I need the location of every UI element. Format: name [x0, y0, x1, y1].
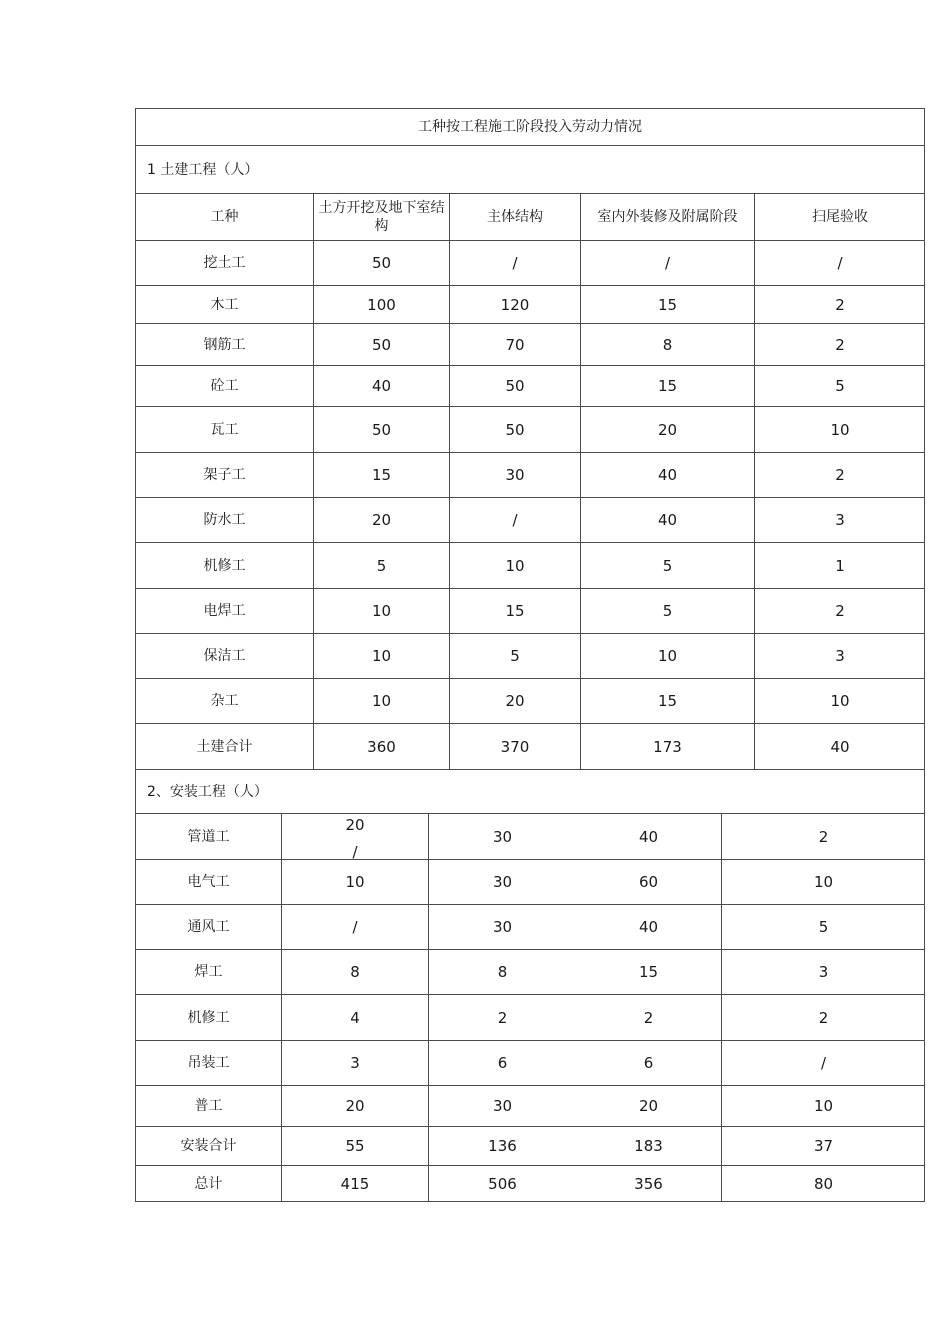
value-cell: 10 — [830, 692, 850, 710]
trade-name-cell: 木工 — [210, 296, 239, 313]
value-cell: / — [664, 254, 671, 272]
value-cell: 5 — [662, 602, 673, 620]
trade-name-cell: 电焊工 — [203, 603, 246, 619]
value-cell: 1 — [835, 556, 845, 575]
trade-name-cell: 保洁工 — [203, 648, 246, 664]
value-cell: 60 — [638, 873, 659, 891]
value-cell: 5 — [376, 556, 387, 575]
value-cell: 356 — [634, 1175, 663, 1193]
value-cell: 4 — [350, 1008, 360, 1027]
table-title: 工种按工程施工阶段投入劳动力情况 — [418, 119, 642, 135]
value-cell: 50 — [505, 420, 525, 439]
value-cell: 2 — [818, 1008, 829, 1027]
stray-mark: / — [352, 843, 358, 861]
value-cell: 10 — [657, 647, 678, 665]
value-cell: 10 — [371, 692, 392, 710]
value-cell: 40 — [638, 918, 659, 936]
header-cell: 扫尾验收 — [812, 209, 868, 225]
trade-name-cell: 管道工 — [187, 828, 230, 845]
value-cell: 15 — [371, 466, 392, 484]
value-cell: 5 — [818, 918, 829, 936]
trade-name-cell: 安装合计 — [180, 1138, 237, 1154]
value-cell: 3 — [835, 647, 845, 665]
value-cell: 30 — [492, 1097, 513, 1115]
value-cell: 10 — [813, 1097, 834, 1115]
value-cell: 40 — [638, 827, 659, 846]
value-cell: 10 — [813, 873, 834, 891]
trade-name-cell: 杂工 — [210, 693, 239, 709]
value-cell: 10 — [371, 602, 392, 620]
trade-name-cell: 总计 — [194, 1176, 223, 1192]
value-cell: 80 — [813, 1175, 834, 1193]
value-cell: 10 — [505, 556, 525, 575]
value-cell: 6 — [497, 1054, 508, 1072]
value-cell: 360 — [367, 737, 396, 756]
header-cell: 工种 — [210, 209, 239, 225]
value-cell: 120 — [500, 295, 530, 314]
value-cell: 136 — [488, 1137, 517, 1155]
trade-name-cell: 土建合计 — [196, 738, 253, 755]
value-cell: 40 — [657, 466, 678, 484]
value-cell: 2 — [835, 335, 845, 354]
value-cell: 40 — [371, 377, 392, 395]
trade-name-cell: 焊工 — [194, 964, 223, 980]
value-cell: / — [837, 254, 843, 272]
value-cell: 2 — [835, 295, 845, 314]
value-cell: 3 — [835, 511, 845, 529]
value-cell: 2 — [497, 1008, 508, 1027]
value-cell: 40 — [830, 737, 850, 756]
value-cell: 10 — [371, 647, 392, 665]
value-cell: 10 — [830, 420, 850, 439]
value-cell: 50 — [371, 420, 392, 439]
value-cell: 8 — [350, 963, 360, 981]
value-cell: 8 — [497, 963, 508, 981]
value-cell: 506 — [488, 1175, 517, 1193]
value-cell: 50 — [505, 377, 525, 395]
value-cell: 2 — [835, 602, 845, 620]
value-cell: / — [512, 254, 518, 272]
trade-name-cell: 砼工 — [210, 378, 239, 394]
trade-name-cell: 瓦工 — [210, 421, 239, 438]
value-cell: 30 — [492, 918, 513, 936]
value-cell: / — [352, 918, 358, 936]
value-cell: 100 — [367, 295, 396, 314]
value-cell: 20 — [505, 692, 525, 710]
value-cell: 20 — [345, 816, 365, 834]
value-cell: 15 — [657, 377, 678, 395]
section-heading: 2、安装工程（人） — [147, 783, 268, 800]
value-cell: 20 — [371, 511, 392, 529]
header-cell: 土方开挖及地下室结构 — [318, 200, 445, 234]
value-cell: 3 — [818, 963, 829, 981]
value-cell: 183 — [634, 1137, 663, 1155]
value-cell: 30 — [505, 466, 525, 484]
value-cell: 50 — [371, 254, 392, 272]
trade-name-cell: 吊装工 — [187, 1055, 230, 1071]
trade-name-cell: 通风工 — [187, 919, 230, 935]
value-cell: 55 — [345, 1137, 365, 1155]
value-cell: / — [512, 511, 518, 529]
value-cell: 20 — [657, 420, 678, 439]
value-cell: / — [820, 1054, 827, 1072]
value-cell: 6 — [643, 1054, 654, 1072]
trade-name-cell: 机修工 — [187, 1009, 230, 1026]
header-cell: 主体结构 — [487, 209, 543, 225]
value-cell: 20 — [638, 1097, 659, 1115]
value-cell: 173 — [653, 737, 682, 756]
value-cell: 15 — [657, 692, 678, 710]
value-cell: 5 — [510, 647, 520, 665]
value-cell: 2 — [818, 827, 829, 846]
value-cell: 70 — [505, 335, 525, 354]
value-cell: 15 — [638, 963, 659, 981]
value-cell: 2 — [643, 1008, 654, 1027]
trade-name-cell: 机修工 — [203, 557, 246, 574]
value-cell: 50 — [371, 335, 392, 354]
value-cell: 5 — [835, 377, 845, 395]
value-cell: 20 — [345, 1097, 365, 1115]
value-cell: 415 — [340, 1175, 370, 1193]
trade-name-cell: 防水工 — [203, 512, 246, 528]
value-cell: 30 — [492, 827, 513, 846]
trade-name-cell: 钢筋工 — [203, 336, 246, 353]
value-cell: 15 — [657, 295, 678, 314]
section-heading: 1 土建工程（人） — [147, 161, 259, 178]
value-cell: 10 — [345, 873, 365, 891]
value-cell: 30 — [492, 873, 513, 891]
value-cell: 5 — [662, 556, 673, 575]
value-cell: 370 — [500, 737, 530, 756]
trade-name-cell: 挖土工 — [203, 255, 246, 271]
trade-name-cell: 电气工 — [187, 874, 230, 890]
trade-name-cell: 架子工 — [203, 467, 246, 483]
value-cell: 15 — [505, 602, 525, 620]
value-cell: 2 — [835, 466, 845, 484]
value-cell: 40 — [657, 511, 678, 529]
value-cell: 8 — [662, 335, 673, 354]
trade-name-cell: 普工 — [194, 1098, 223, 1114]
header-cell: 室内外装修及附属阶段 — [597, 209, 738, 225]
value-cell: 3 — [350, 1054, 360, 1072]
value-cell: 37 — [813, 1137, 834, 1155]
